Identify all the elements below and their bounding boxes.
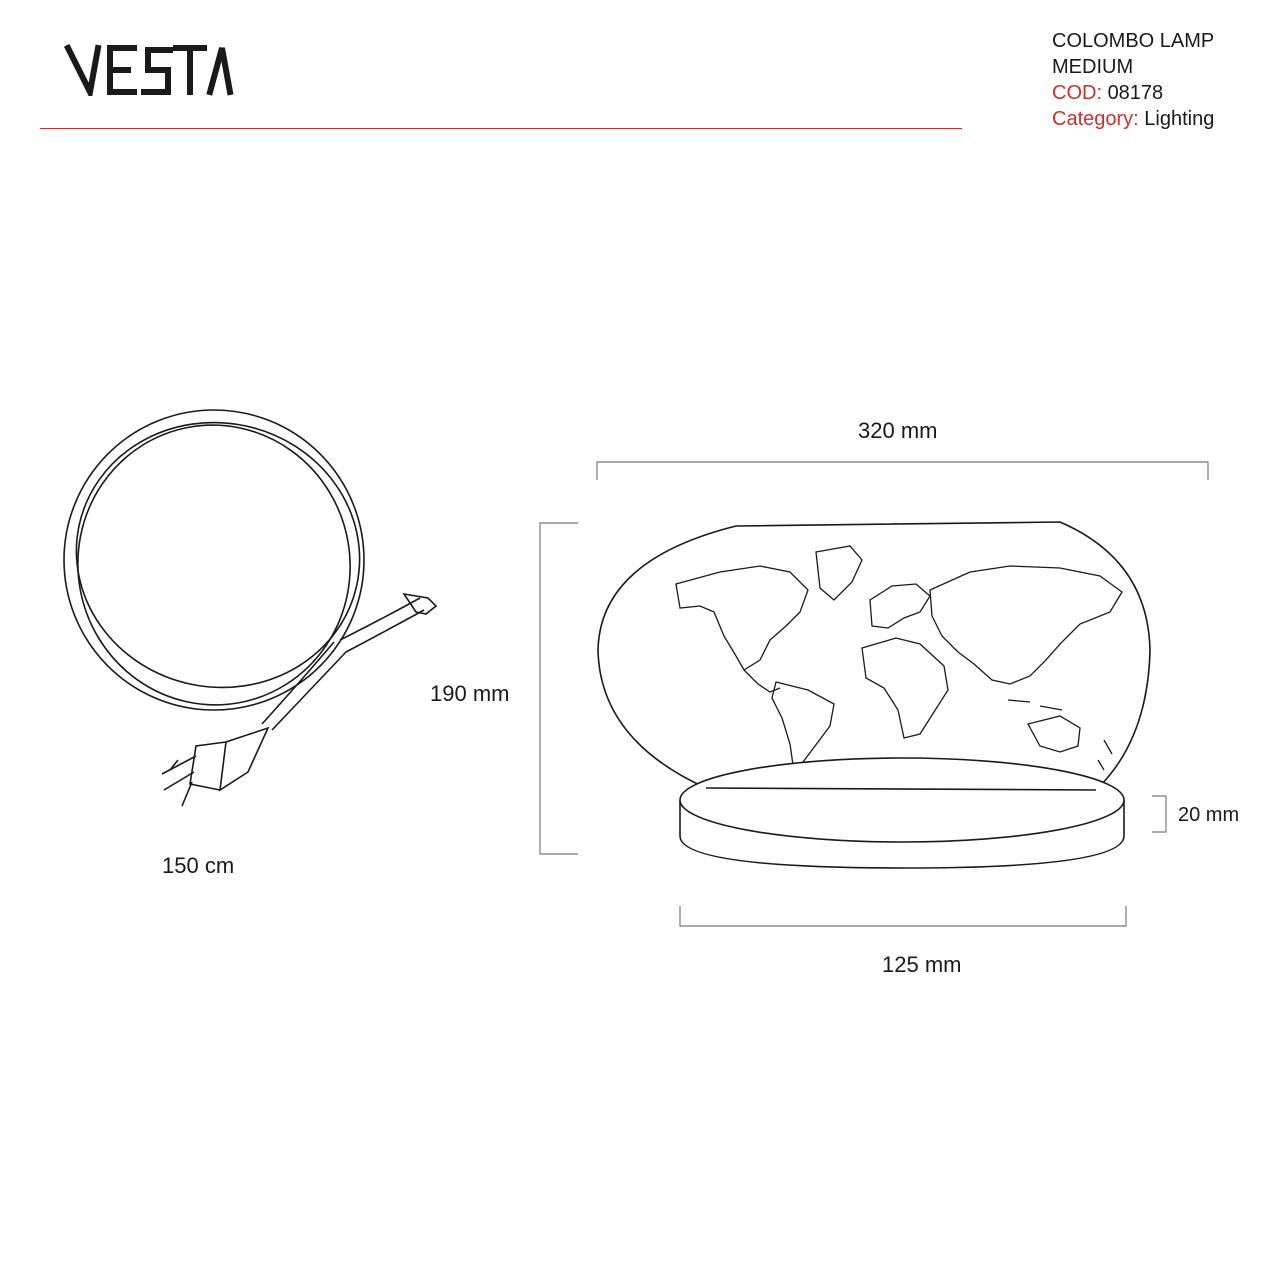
height-label: 190 mm xyxy=(430,681,510,706)
base-height-label: 20 mm xyxy=(1178,804,1240,826)
product-name: COLOMBO LAMP xyxy=(1052,30,1215,52)
width-label: 320 mm xyxy=(858,418,938,443)
cable-length-label: 150 cm xyxy=(162,853,235,878)
height-dimension-line xyxy=(540,523,578,854)
base-width-dimension-line xyxy=(680,906,1126,926)
world-map-icon xyxy=(676,546,1122,772)
base-width-label: 125 mm xyxy=(882,952,962,977)
base-height-dimension-line xyxy=(1152,796,1166,832)
code-label: COD: xyxy=(1052,82,1102,104)
cable-plug-icon xyxy=(52,396,436,806)
code-value: 08178 xyxy=(1107,82,1164,104)
product-size: MEDIUM xyxy=(1052,56,1134,78)
width-dimension-line xyxy=(597,462,1208,480)
category-value: Lighting xyxy=(1144,108,1215,130)
lamp-base xyxy=(680,758,1124,868)
category-label: Category: xyxy=(1052,108,1139,130)
